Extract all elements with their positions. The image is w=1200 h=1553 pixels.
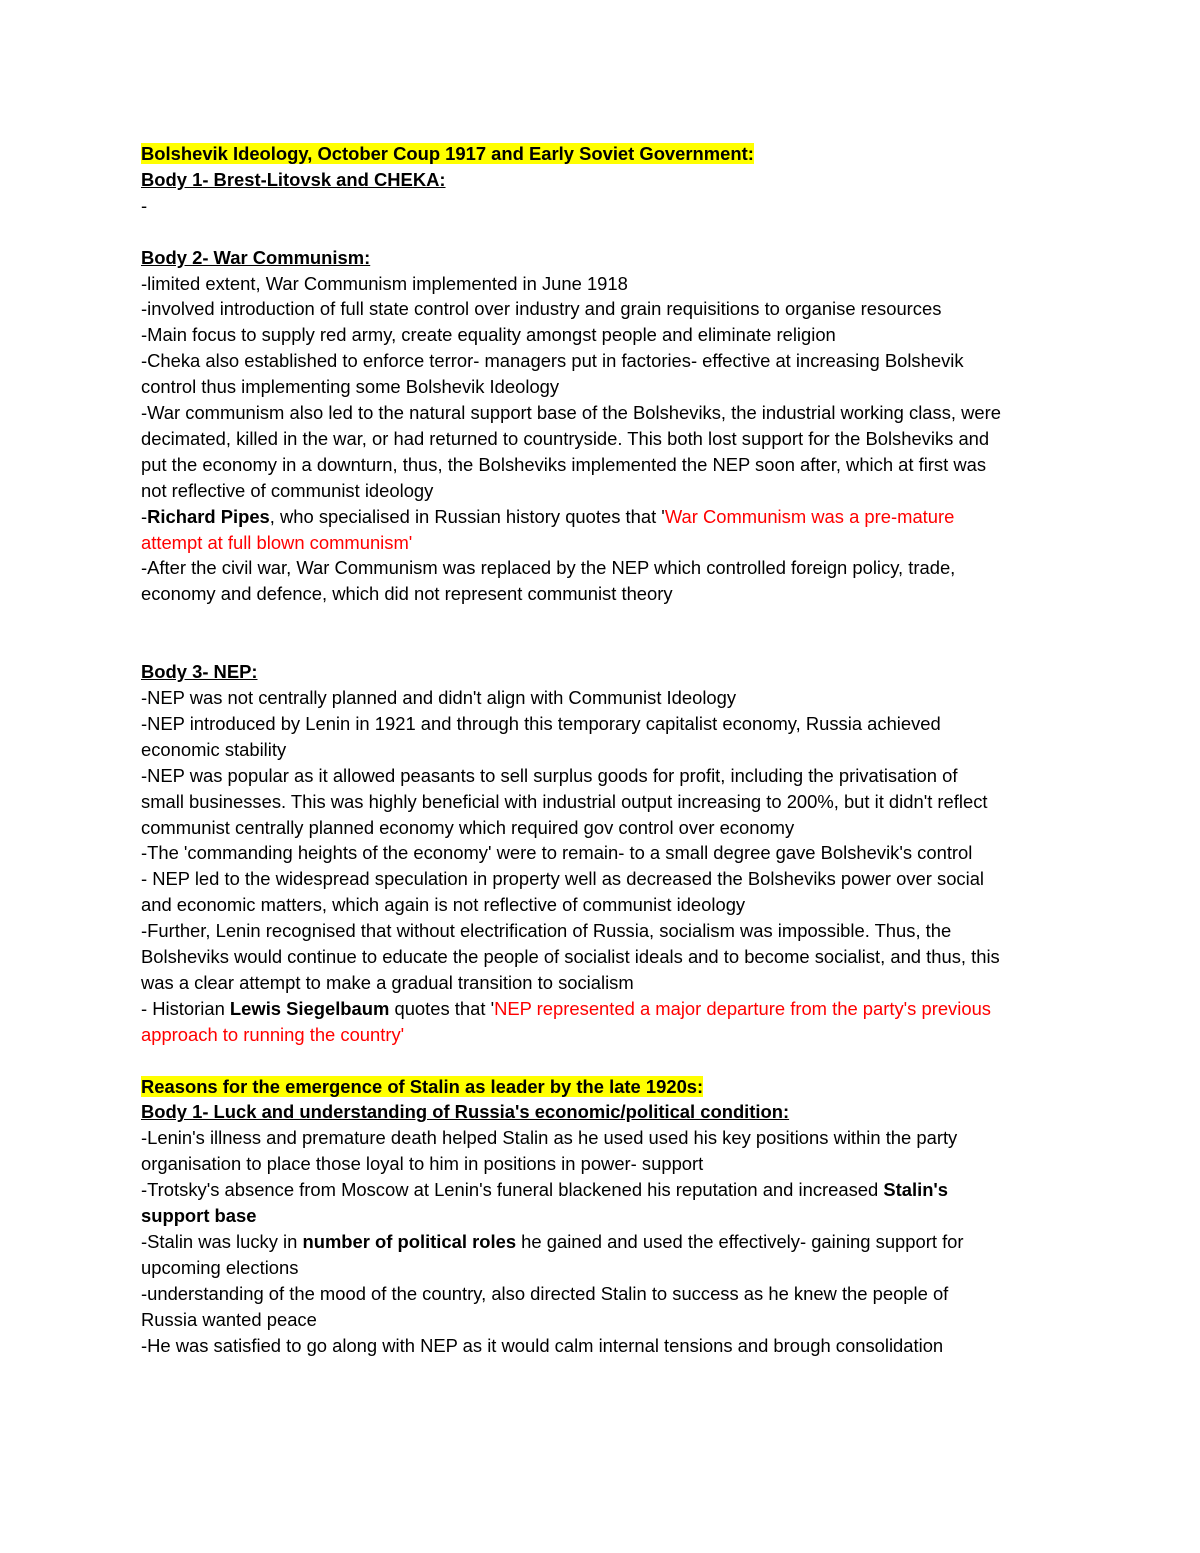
s1-body1-line: - (141, 194, 148, 216)
text-line: decimated, killed in the war, or had returned to countryside. This both lost support for the Bolsheviks and (141, 427, 990, 449)
text-line: -understanding of the mood of the country, also directed Stalin to success as he knew the people of (141, 1282, 949, 1304)
trotsky-line (141, 1177, 1071, 1203)
s2-body1-heading-line (141, 1099, 1071, 1125)
s2-body1-heading: Body 1- Luck and understanding of Russia's economic/political condition: (141, 1101, 790, 1123)
text-line: -He was satisfied to go along with NEP as it would calm internal tensions and brough consolidation (141, 1334, 944, 1356)
quote-text: attempt at full blown communism' (141, 531, 413, 553)
text-fragment: he gained and used the effectively- gaining support for (516, 1231, 964, 1252)
quote-text: NEP represented a major departure from the party's previous (494, 997, 991, 1019)
text-line: -Main focus to supply red army, create equality amongst people and eliminate religion (141, 324, 836, 346)
text-line: -involved introduction of full state control over industry and grain requisitions to organise resources (141, 298, 942, 320)
section-2-title: Reasons for the emergence of Stalin as leader by the late 1920s: (141, 1075, 704, 1097)
quote-text: approach to running the country' (141, 1023, 405, 1045)
spacer (141, 633, 1071, 659)
pipes-quote-line (141, 504, 1071, 530)
text-line: control thus implementing some Bolshevik Ideology (141, 376, 560, 398)
text-fragment: - (141, 505, 148, 527)
bold-text: Stalin's (883, 1179, 949, 1201)
text-line: was a clear attempt to make a gradual transition to socialism (141, 971, 634, 993)
s1-body1-heading-line (141, 167, 1071, 193)
s1-body2-heading: Body 2- War Communism: (141, 246, 371, 268)
text-line: -NEP was not centrally planned and didn't align with Communist Ideology (141, 686, 737, 708)
text-fragment: , who specialised in Russian history quotes that ' (269, 505, 665, 527)
s1-body2-heading-line (141, 245, 1071, 271)
text-fragment: -Stalin was lucky in (141, 1231, 303, 1252)
text-line: economic stability (141, 738, 287, 760)
section-2-title-line (141, 1074, 1071, 1100)
spacer (141, 219, 1071, 245)
text-line: small businesses. This was highly beneficial with industrial output increasing to 200%, but it didn't reflect (141, 790, 988, 812)
bold-text: support base (141, 1205, 257, 1227)
text-line: -After the civil war, War Communism was replaced by the NEP which controlled foreign policy, trade, (141, 557, 956, 579)
pipes-quote-line-2 (141, 530, 1071, 556)
text-line: -NEP was popular as it allowed peasants to sell surplus goods for profit, including the privatisation of (141, 764, 958, 786)
s1-body1-heading: Body 1- Brest-Litovsk and CHEKA: (141, 168, 446, 190)
document-body (141, 141, 1071, 1359)
s1-body3-heading-line (141, 659, 1071, 685)
trotsky-line-2 (141, 1203, 1071, 1229)
s1-body3-heading: Body 3- NEP: (141, 661, 258, 683)
text-line: communist centrally planned economy which required gov control over economy (141, 816, 795, 838)
spacer (141, 1048, 1071, 1074)
text-line: -limited extent, War Communism implemented in June 1918 (141, 272, 628, 294)
historian-name: Richard Pipes (147, 505, 270, 527)
historian-name: Lewis Siegelbaum (229, 997, 390, 1019)
bold-text: number of political roles (302, 1231, 517, 1252)
spacer (141, 607, 1071, 633)
quote-text: War Communism was a pre-mature (664, 505, 955, 527)
text-line: -Lenin's illness and premature death helped Stalin as he used used his key positions within the party (141, 1127, 958, 1149)
text-line: Russia wanted peace (141, 1308, 317, 1330)
text-line: not reflective of communist ideology (141, 479, 434, 501)
siegelbaum-quote-line (141, 996, 1071, 1022)
text-line: -The 'commanding heights of the economy' were to remain- to a small degree gave Bolshevik's control (141, 842, 973, 864)
text-line: -Further, Lenin recognised that without electrification of Russia, socialism was impossible. Thus, the (141, 920, 952, 942)
text-line: -War communism also led to the natural support base of the Bolsheviks, the industrial working class, were (141, 402, 1001, 424)
text-fragment: quotes that ' (389, 997, 495, 1019)
siegelbaum-quote-line-2 (141, 1022, 1071, 1048)
text-fragment: - Historian (141, 997, 230, 1019)
text-line: -NEP introduced by Lenin in 1921 and through this temporary capitalist economy, Russia achieved (141, 712, 941, 734)
section-1-title: Bolshevik Ideology, October Coup 1917 and Early Soviet Government: (141, 143, 754, 164)
political-roles-line (141, 1229, 1071, 1255)
text-line: -Cheka also established to enforce terror- managers put in factories- effective at increasing Bolshevik (141, 350, 964, 372)
text-line: put the economy in a downturn, thus, the Bolsheviks implemented the NEP soon after, which at first was (141, 453, 987, 475)
section-1-title-line (141, 141, 1071, 167)
text-line: organisation to place those loyal to him in positions in power- support (141, 1153, 704, 1175)
text-fragment: -Trotsky's absence from Moscow at Lenin's funeral blackened his reputation and increased (141, 1179, 884, 1201)
text-line: upcoming elections (141, 1256, 299, 1278)
text-line: Bolsheviks would continue to educate the people of socialist ideals and to become socialist, and thus, this (141, 946, 1000, 968)
text-line: and economic matters, which again is not reflective of communist ideology (141, 894, 746, 916)
text-line: - NEP led to the widespread speculation in property well as decreased the Bolsheviks power over social (141, 868, 985, 890)
text-line: economy and defence, which did not represent communist theory (141, 583, 673, 605)
